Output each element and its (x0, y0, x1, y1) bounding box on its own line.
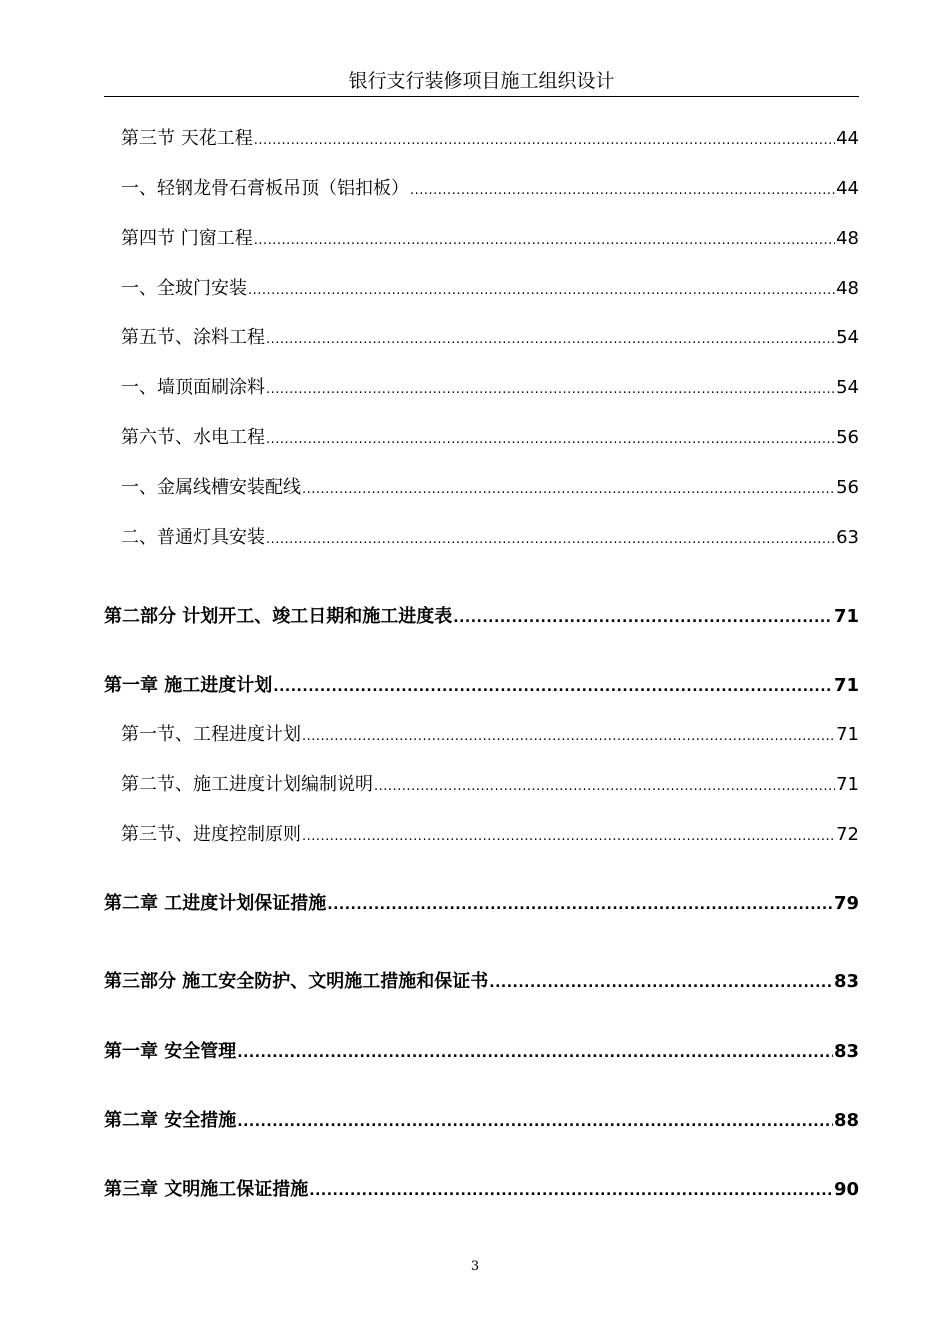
toc-entry[interactable] (0, 323, 950, 349)
toc-entry-title: 一、金属线槽安装配线 (121, 477, 301, 498)
toc-leader-dots (237, 1045, 833, 1061)
toc-entry-title: 第六节、水电工程 (121, 427, 265, 448)
toc-entry-page: 56 (836, 427, 859, 448)
toc-entry-page: 83 (833, 971, 859, 992)
toc-entry-title: 第一章 安全管理 (104, 1041, 237, 1062)
toc-entry-page: 48 (836, 278, 859, 299)
toc-leader-dots (327, 897, 833, 913)
toc-entry-title: 一、墙顶面刷涂料 (121, 377, 265, 398)
toc-chapter-entry[interactable] (0, 1037, 950, 1063)
toc-leader-dots (273, 679, 833, 695)
toc-leader-dots (302, 829, 835, 844)
toc-leader-dots (254, 233, 835, 248)
toc-entry-title: 一、全玻门安装 (121, 278, 247, 299)
toc-entry-page: 44 (836, 178, 859, 199)
toc-entry-title: 第一章 施工进度计划 (104, 675, 273, 696)
toc-entry-page: 88 (833, 1110, 859, 1131)
page-number: 3 (470, 1259, 480, 1274)
toc-entry-title: 二、普通灯具安装 (121, 527, 265, 548)
toc-entry-title: 第三节、进度控制原则 (121, 824, 301, 845)
toc-entry[interactable] (0, 124, 950, 150)
toc-leader-dots (266, 532, 835, 547)
toc-entry-page: 71 (836, 724, 859, 745)
toc-entry-page: 71 (833, 675, 859, 696)
toc-entry[interactable] (0, 473, 950, 499)
toc-leader-dots (237, 1114, 833, 1130)
header-title: 银行支行装修项目施工组织设计 (348, 70, 615, 92)
toc-entry-page: 71 (833, 606, 859, 627)
toc-leader-dots (254, 133, 835, 148)
toc-entry-title: 一、轻钢龙骨石膏板吊顶（铝扣板） (121, 178, 409, 199)
toc-entry-title: 第三节 天花工程 (121, 128, 253, 149)
toc-entry-title: 第四节 门窗工程 (121, 228, 253, 249)
toc-entry-page: 54 (836, 377, 859, 398)
toc-entry[interactable] (0, 820, 950, 846)
toc-leader-dots (302, 729, 835, 744)
toc-entry-title: 第三部分 施工安全防护、文明施工措施和保证书 (104, 971, 489, 992)
toc-entry-page: 54 (836, 327, 859, 348)
toc-part-entry[interactable] (0, 602, 950, 628)
toc-leader-dots (248, 283, 835, 298)
toc-chapter-entry[interactable] (0, 889, 950, 915)
toc-leader-dots (309, 1183, 833, 1199)
toc-entry-title: 第三章 文明施工保证措施 (104, 1179, 309, 1200)
toc-entry-page: 83 (833, 1041, 859, 1062)
toc-entry[interactable] (0, 423, 950, 449)
toc-leader-dots (302, 482, 835, 497)
toc-entry-page: 79 (833, 893, 859, 914)
toc-leader-dots (266, 382, 835, 397)
toc-entry-title: 第一节、工程进度计划 (121, 724, 301, 745)
toc-leader-dots (374, 779, 835, 794)
toc-entry-title: 第五节、涂料工程 (121, 327, 265, 348)
toc-entry-page: 71 (836, 774, 859, 795)
toc-entry-title: 第二节、施工进度计划编制说明 (121, 774, 373, 795)
toc-leader-dots (410, 183, 835, 198)
toc-entry-page: 44 (836, 128, 859, 149)
toc-entry-page: 63 (836, 527, 859, 548)
toc-entry[interactable] (0, 274, 950, 300)
toc-entry-page: 90 (833, 1179, 859, 1200)
toc-entry-title: 第二部分 计划开工、竣工日期和施工进度表 (104, 606, 453, 627)
toc-entry-page: 72 (836, 824, 859, 845)
toc-entry-title: 第二章 工进度计划保证措施 (104, 893, 327, 914)
toc-entry-page: 56 (836, 477, 859, 498)
page-header (104, 66, 859, 97)
toc-leader-dots (266, 332, 835, 347)
toc-chapter-entry[interactable] (0, 671, 950, 697)
toc-entry[interactable] (0, 373, 950, 399)
toc-entry[interactable] (0, 174, 950, 200)
toc-entry[interactable] (0, 224, 950, 250)
toc-part-entry[interactable] (0, 967, 950, 993)
toc-entry-title: 第二章 安全措施 (104, 1110, 237, 1131)
toc-chapter-entry[interactable] (0, 1175, 950, 1201)
toc-leader-dots (453, 610, 833, 626)
toc-entry-page: 48 (836, 228, 859, 249)
toc-entry[interactable] (0, 523, 950, 549)
toc-entry[interactable] (0, 720, 950, 746)
toc-leader-dots (489, 975, 833, 991)
toc-leader-dots (266, 432, 835, 447)
toc-entry[interactable] (0, 770, 950, 796)
toc-chapter-entry[interactable] (0, 1106, 950, 1132)
